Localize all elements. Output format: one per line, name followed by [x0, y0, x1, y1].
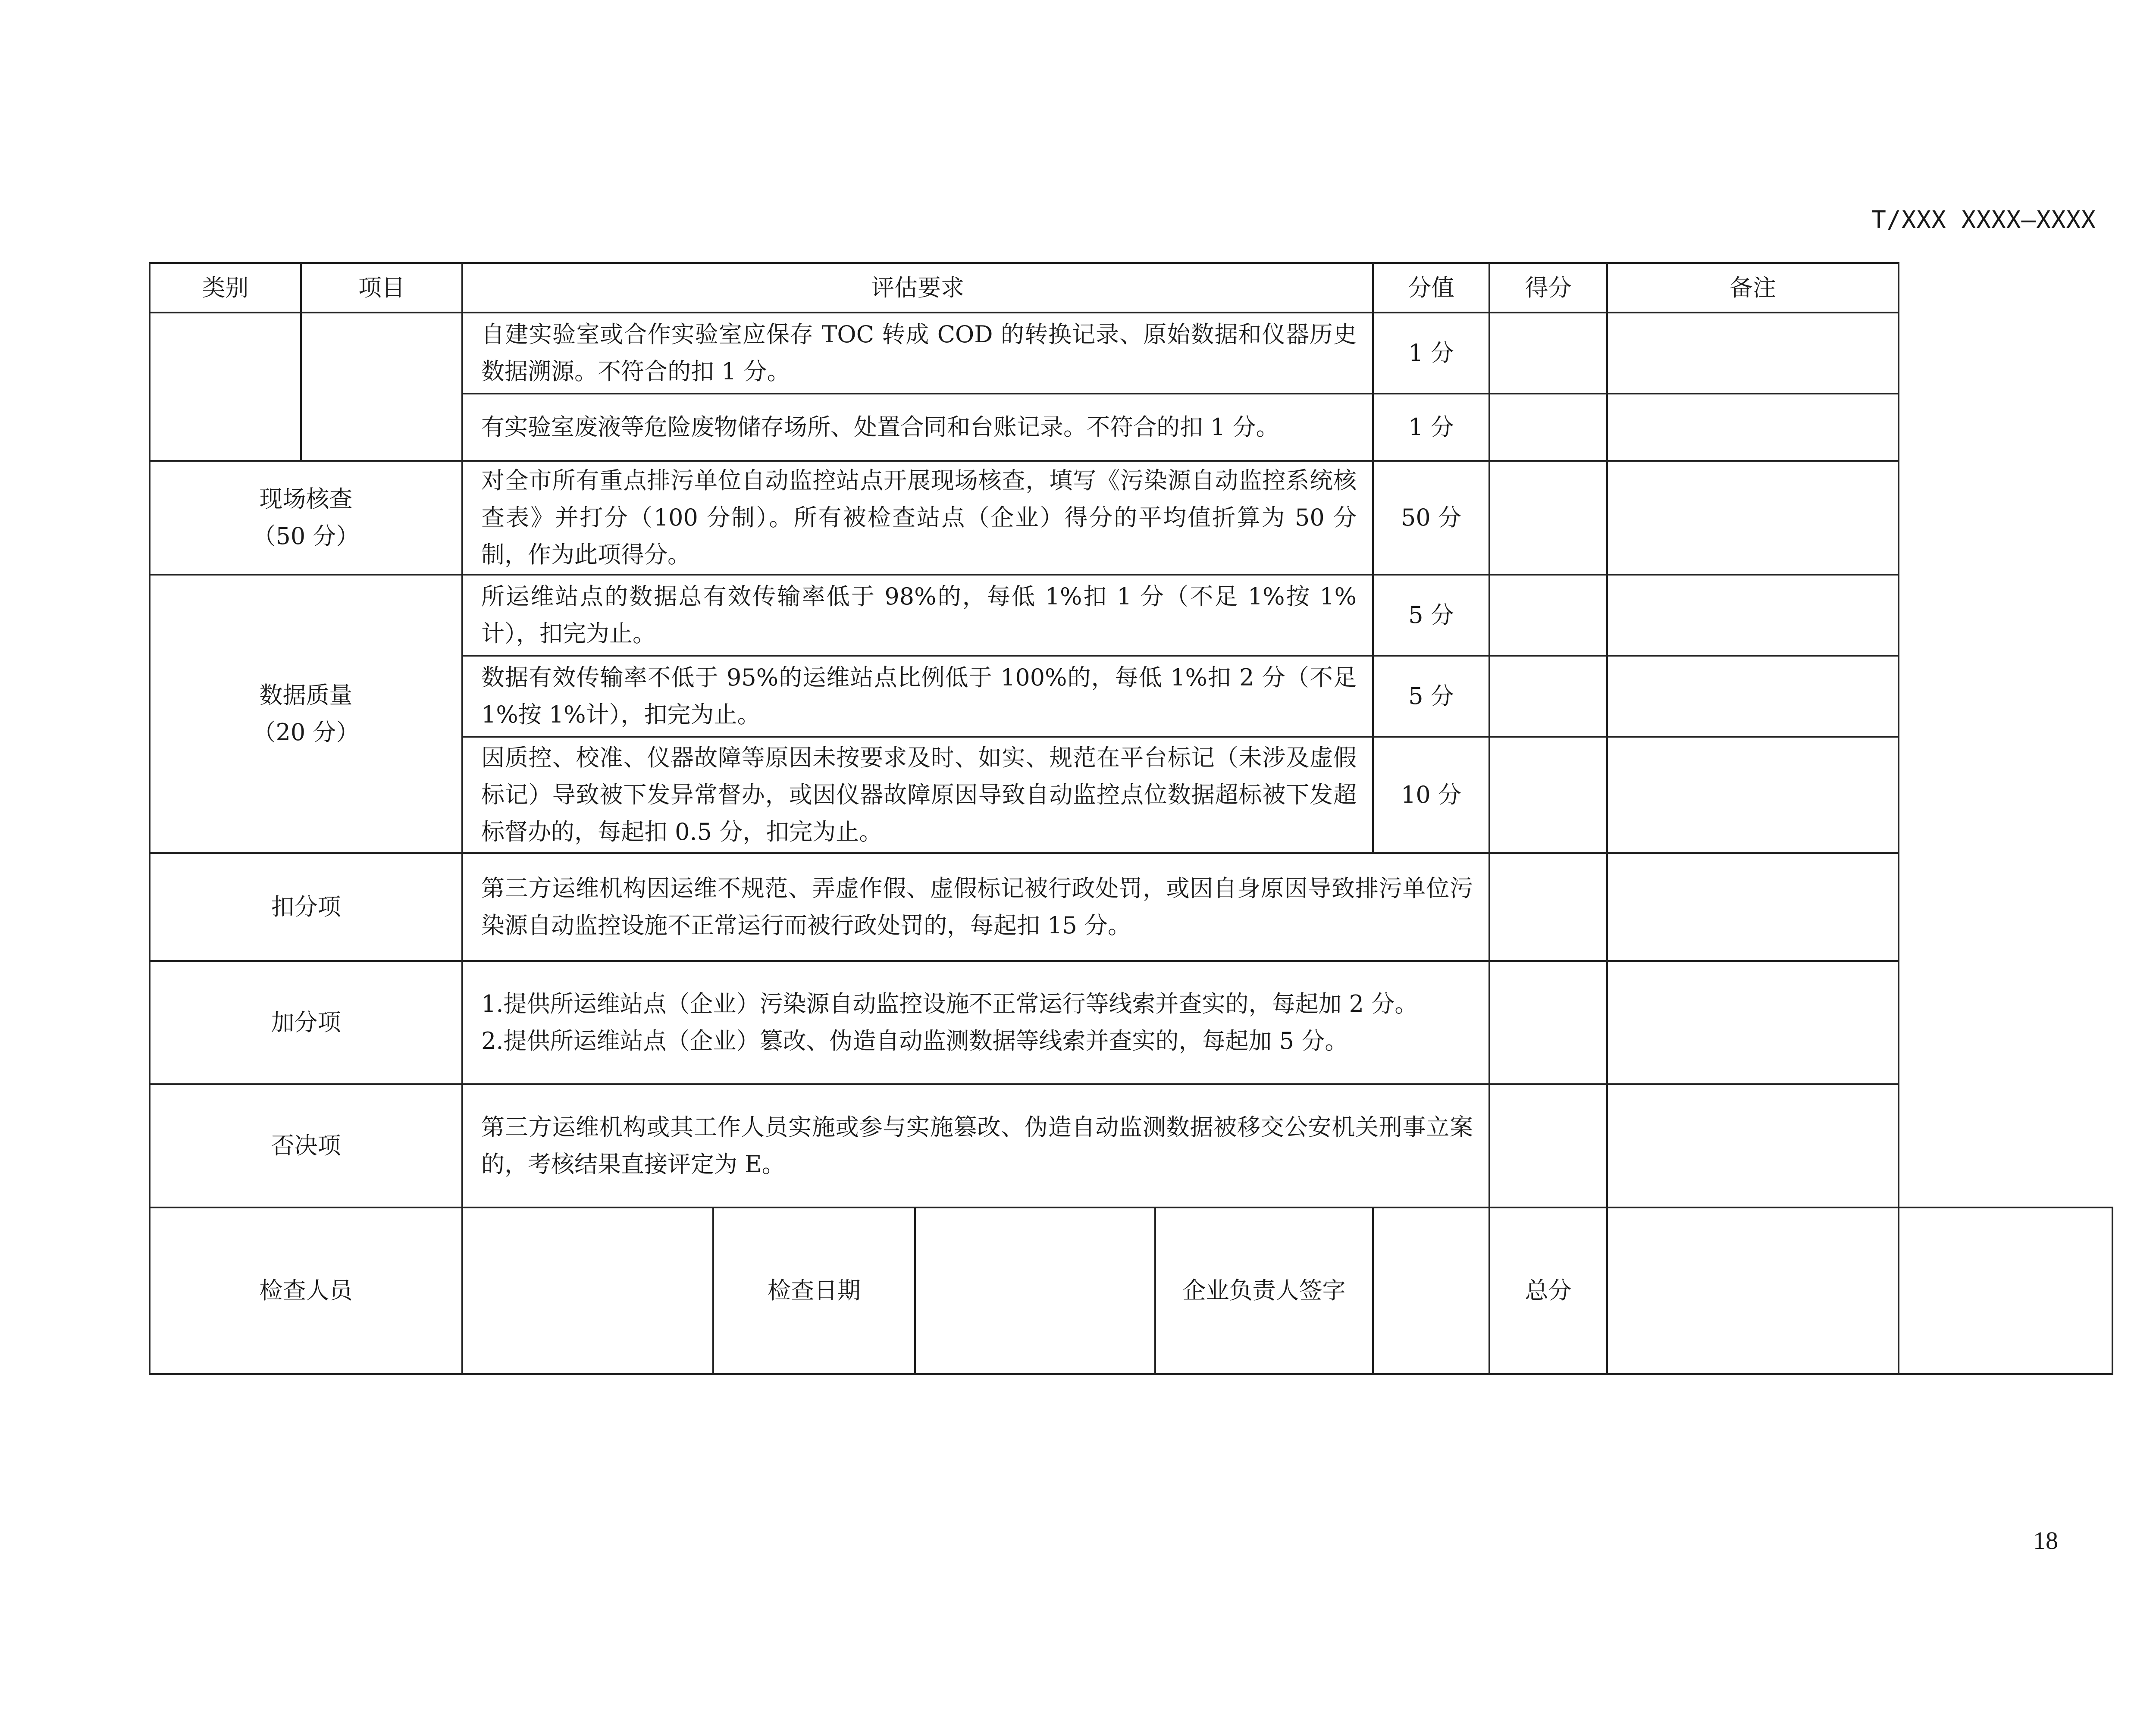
category-title: 数据质量 [259, 682, 353, 709]
category-onsite-check [150, 461, 462, 575]
header-item: 项目 [301, 263, 462, 313]
requirement-deduction: 第三方运维机构因运维不规范、弄虚作假、虚假标记被行政处罚，或因自身原因导致排污单位污染源自动监控设施不正常运行而被行政处罚的，每起扣 15 分。 [462, 853, 1489, 961]
score-value: 1 分 [1373, 394, 1489, 461]
table-row [150, 961, 2112, 1084]
category-veto: 否决项 [150, 1084, 462, 1207]
header-remarks: 备注 [1607, 263, 1899, 313]
score-value: 5 分 [1373, 575, 1489, 656]
page-number: 18 [2033, 1526, 2058, 1555]
requirement-marking: 因质控、校准、仪器故障等原因未按要求及时、如实、规范在平台标记（未涉及虚假标记）导致被下发异常督办，或因仪器故障原因导致自动监控点位数据超标被下发超标督办的，每起扣 0.5 分，扣完为止。 [462, 737, 1373, 853]
table-header-row [150, 263, 2112, 313]
document-code: T/XXX XXXX—XXXX [1871, 206, 2096, 234]
table-row [150, 461, 2112, 575]
obtained-score-cell [1489, 961, 1607, 1084]
inspector-label: 检查人员 [150, 1207, 462, 1374]
remarks-cell [1899, 1207, 2112, 1374]
table-row [150, 1084, 2112, 1207]
obtained-score-cell [1489, 737, 1607, 853]
remarks-cell [1607, 737, 1899, 853]
table-row [150, 313, 2112, 394]
header-score: 分值 [1373, 263, 1489, 313]
obtained-score-cell [1489, 1084, 1607, 1207]
obtained-score-cell [1489, 394, 1607, 461]
category-cell-empty [150, 313, 301, 461]
category-data-quality [150, 575, 462, 853]
bonus-line-1: 1.提供所运维站点（企业）污染源自动监控设施不正常运行等线索并查实的，每起加 2 分。 [481, 990, 1418, 1017]
remarks-cell [1607, 313, 1899, 394]
category-bonus: 加分项 [150, 961, 462, 1084]
evaluation-table [149, 262, 2113, 1375]
header-category: 类别 [150, 263, 301, 313]
remarks-cell [1607, 853, 1899, 961]
inspection-date-field [915, 1207, 1155, 1374]
inspection-date-label: 检查日期 [713, 1207, 915, 1374]
total-score-field [1607, 1207, 1899, 1374]
obtained-score-cell [1489, 461, 1607, 575]
category-score: （50 分） [252, 522, 360, 550]
category-score: （20 分） [252, 719, 360, 746]
table-row [150, 575, 2112, 656]
requirement-onsite: 对全市所有重点排污单位自动监控站点开展现场核查，填写《污染源自动监控系统核查表》并打分（100 分制）。所有被检查站点（企业）得分的平均值折算为 50 分制，作为此项得分。 [462, 461, 1373, 575]
remarks-cell [1607, 394, 1899, 461]
score-value: 1 分 [1373, 313, 1489, 394]
requirement-lab-waste: 有实验室废液等危险废物储存场所、处置合同和台账记录。不符合的扣 1 分。 [462, 394, 1373, 461]
total-score-label: 总分 [1489, 1207, 1607, 1374]
requirement-lab-toc: 自建实验室或合作实验室应保存 TOC 转成 COD 的转换记录、原始数据和仪器历史数据溯源。不符合的扣 1 分。 [462, 313, 1373, 394]
header-obtained: 得分 [1489, 263, 1607, 313]
signature-row [150, 1207, 2112, 1374]
inspector-field [462, 1207, 713, 1374]
obtained-score-cell [1489, 853, 1607, 961]
remarks-cell [1607, 961, 1899, 1084]
category-title: 现场核查 [259, 485, 353, 513]
remarks-cell [1607, 1084, 1899, 1207]
category-deduction: 扣分项 [150, 853, 462, 961]
score-value: 10 分 [1373, 737, 1489, 853]
requirement-station-ratio: 数据有效传输率不低于 95%的运维站点比例低于 100%的，每低 1%扣 2 分（不足 1%按 1%计），扣完为止。 [462, 656, 1373, 737]
requirement-transfer-rate: 所运维站点的数据总有效传输率低于 98%的，每低 1%扣 1 分（不足 1%按 1%计），扣完为止。 [462, 575, 1373, 656]
remarks-cell [1607, 656, 1899, 737]
requirement-veto: 第三方运维机构或其工作人员实施或参与实施篡改、伪造自动监测数据被移交公安机关刑事立案的，考核结果直接评定为 E。 [462, 1084, 1489, 1207]
remarks-cell [1607, 575, 1899, 656]
requirement-bonus [462, 961, 1489, 1084]
obtained-score-cell [1489, 575, 1607, 656]
remarks-cell [1607, 461, 1899, 575]
obtained-score-cell [1489, 656, 1607, 737]
table-row [150, 853, 2112, 961]
item-cell-empty [301, 313, 462, 461]
signature-label: 企业负责人签字 [1155, 1207, 1373, 1374]
bonus-line-2: 2.提供所运维站点（企业）篡改、伪造自动监测数据等线索并查实的，每起加 5 分。 [481, 1027, 1348, 1054]
obtained-score-cell [1489, 313, 1607, 394]
score-value: 5 分 [1373, 656, 1489, 737]
score-value: 50 分 [1373, 461, 1489, 575]
signature-field [1373, 1207, 1489, 1374]
header-requirement: 评估要求 [462, 263, 1373, 313]
